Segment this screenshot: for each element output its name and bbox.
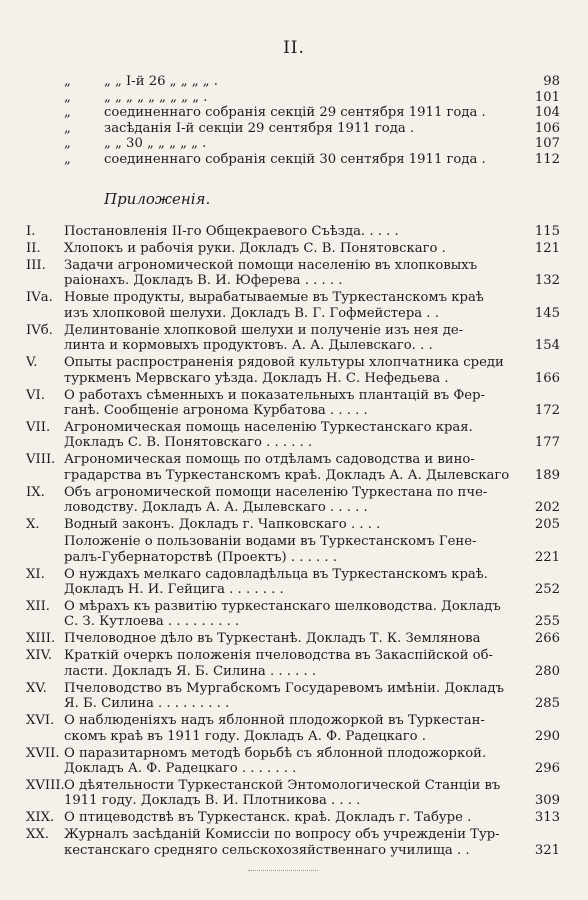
entry-title-line: Докладъ Н. И. Гейцига . . . . . . .: [64, 581, 284, 597]
contents-row: [0, 74, 588, 90]
entry-title-line: изъ хлопковой шелухи. Докладъ В. Г. Гофмейстера . .: [64, 305, 439, 321]
entry-number: IX.: [26, 484, 45, 500]
entry-title-line: Пчеловодное дѣло въ Туркестанѣ. Докладъ Т. К. Землянова: [64, 631, 481, 647]
contents-row: [0, 105, 588, 121]
entry-title-line: ласти. Докладъ Я. Б. Силина . . . . . .: [64, 663, 317, 679]
ditto-mark: „: [64, 136, 71, 151]
contents-row: [0, 152, 588, 168]
entry-number: XII.: [26, 599, 50, 614]
entry-title-line: туркменъ Мервскаго уѣзда. Докладъ Н. С. Нефедьева .: [64, 370, 449, 386]
page-ref: 280: [534, 663, 560, 679]
entry-number: XVIII.: [26, 778, 65, 793]
entry-title-line: Докладъ А. Ф. Радецкаго . . . . . . .: [64, 760, 297, 776]
page-ref: 172: [534, 402, 560, 418]
entry-number: XVI.: [26, 713, 55, 729]
entry-title-line: Агрономическая помощь населенію Туркестанскаго края.: [64, 420, 473, 435]
entry-title-line: Агрономическая помощь по отдѣламъ садоводства и вино-: [64, 452, 475, 468]
entry-title-line: Краткій очеркъ положенія пчеловодства въ Закаспійской об-: [64, 648, 494, 664]
page-ref: 313: [534, 810, 560, 826]
entry-number: XVII.: [26, 745, 60, 761]
page-ref: 255: [534, 614, 560, 630]
entry-title-line: Задачи агрономической помощи населенію въ хлопковыхъ: [64, 258, 478, 273]
entry-title-line: Положеніе о пользованіи водами въ Туркестанскомъ Гене-: [64, 534, 477, 550]
contents-row: [0, 121, 588, 137]
page-ref: 266: [534, 631, 560, 647]
page-ref: 166: [534, 370, 560, 386]
page-ref: 290: [534, 728, 560, 744]
entry-number: VII.: [26, 420, 51, 435]
entry-number: V.: [26, 355, 38, 371]
entry-number: IVа.: [26, 290, 53, 306]
entry-number: XIV.: [26, 648, 53, 664]
entry-title-line: скомъ краѣ въ 1911 году. Докладъ А. Ф. Радецкаго .: [64, 728, 426, 744]
entry-title-line: О работахъ сѣменныхъ и показательныхъ плантацій въ Фер-: [64, 387, 486, 403]
entry-title-line: Новые продукты, вырабатываемые въ Туркестанскомъ краѣ: [64, 290, 484, 306]
entry-title-line: раіонахъ. Докладъ В. И. Юферева . . . . .: [64, 273, 343, 289]
entry-title-line: Объ агрономической помощи населенію Туркестана по пче-: [64, 484, 488, 500]
ditto-mark: „: [64, 120, 71, 136]
page-ref: 252: [534, 581, 560, 597]
contents-row-text: засѣданія I-й секціи 29 сентября 1911 года .: [104, 120, 415, 136]
entry-number: XIX.: [26, 810, 55, 826]
entry-title-line: линта и кормовыхъ продуктовъ. А. А. Дылевскаго. . .: [64, 338, 433, 354]
page-ref: 154: [534, 338, 560, 354]
page-ref: 321: [534, 842, 560, 858]
page-ref: 296: [534, 760, 560, 776]
entry-title-line: Пчеловодство въ Мургабскомъ Государевомъ имѣніи. Докладъ: [64, 680, 504, 696]
page-ref: 285: [534, 696, 560, 712]
entry-title-line: Опыты распространенія рядовой культуры хлопчатника среди: [64, 355, 504, 371]
entry-title-line: кестанскаго средняго сельскохозяйственнаго училища . .: [64, 842, 470, 858]
page-number: II.: [283, 38, 305, 58]
entry-title-line: 1911 году. Докладъ В. И. Плотникова . . . .: [64, 793, 361, 809]
page-ref: 202: [534, 500, 560, 516]
ditto-mark: „: [64, 89, 71, 105]
entry-title-line: Хлопокъ и рабочія руки. Докладъ С. В. Понятовскаго .: [64, 241, 446, 256]
entry-number: XV.: [26, 680, 47, 696]
entry-number: XI.: [26, 566, 45, 582]
page-ref: 98: [543, 74, 560, 89]
page-ref: 309: [534, 793, 560, 809]
page-ref: 115: [534, 224, 560, 239]
entry-title-line: О наблюденіяхъ надъ яблонной плодожоркой въ Туркестан-: [64, 713, 485, 729]
entry-title-line: ловодству. Докладъ А. А. Дылевскаго . . . . .: [64, 500, 368, 516]
decorative-rule: [248, 870, 318, 872]
entry-title-line: О паразитарномъ методѣ борьбѣ съ яблонной плодожоркой.: [64, 745, 487, 761]
contents-row-text: „ „ I-й 26 „ „ „ „ .: [104, 74, 218, 89]
appendix-heading: Приложенія.: [104, 190, 211, 208]
entry-title-line: ралъ-Губернаторствѣ (Проектъ) . . . . . .: [64, 549, 337, 565]
contents-row-text: „ „ 30 „ „ „ „ „ .: [104, 136, 207, 151]
ditto-mark: „: [64, 151, 71, 167]
contents-row-text: „ „ „ „ „ „ „ „ „ .: [104, 89, 208, 105]
page-ref: 121: [534, 241, 560, 256]
entry-title-line: О дѣятельности Туркестанской Энтомологической Станціи въ: [64, 778, 501, 793]
entry-number: VIII.: [26, 452, 56, 468]
entry-title-line: С. З. Кутлоева . . . . . . . . .: [64, 614, 240, 630]
entry-number: VI.: [26, 387, 45, 403]
page-ref: 205: [534, 517, 560, 533]
contents-row: [0, 136, 588, 152]
entry-number: IVб.: [26, 322, 53, 338]
page-ref: 177: [534, 435, 560, 451]
page-ref: 104: [534, 105, 560, 120]
page-ref: 145: [534, 305, 560, 321]
entry-title-line: Делинтованіе хлопковой шелухи и полученіе изъ нея де-: [64, 322, 464, 338]
entry-number: II.: [26, 241, 41, 256]
entry-number: I.: [26, 224, 36, 239]
entry-number: X.: [26, 517, 40, 533]
entry-title-line: Журналъ засѣданій Комиссіи по вопросу объ учрежденіи Тур-: [64, 827, 500, 843]
ditto-mark: „: [64, 105, 71, 120]
entry-title-line: Докладъ С. В. Понятовскаго . . . . . .: [64, 435, 313, 451]
page-ref: 112: [534, 151, 560, 167]
page-ref: 132: [534, 273, 560, 289]
entry-title-line: О нуждахъ мелкаго садовладѣльца въ Туркестанскомъ краѣ.: [64, 566, 488, 582]
entry-title-line: О птицеводствѣ въ Туркестанск. краѣ. Докладъ г. Табуре .: [64, 810, 472, 826]
entry-title-line: ганѣ. Сообщеніе агронома Курбатова . . . . .: [64, 402, 368, 418]
entry-number: III.: [26, 258, 46, 273]
contents-row-text: соединеннаго собранія секцій 30 сентября 1911 года .: [104, 151, 486, 167]
entry-title-line: градарства въ Туркестанскомъ краѣ. Докладъ А. А. Дылевскаго: [64, 467, 510, 483]
entry-title-line: Я. Б. Силина . . . . . . . . .: [64, 696, 230, 712]
page-ref: 101: [534, 89, 560, 105]
page-ref: 107: [534, 136, 560, 151]
page-ref: 106: [534, 120, 560, 136]
ditto-mark: „: [64, 74, 71, 89]
contents-row-text: соединеннаго собранія секцій 29 сентября 1911 года .: [104, 105, 486, 120]
entry-number: XIII.: [26, 631, 56, 647]
page-ref: 189: [534, 467, 560, 483]
entry-title-line: Водный законъ. Докладъ г. Чапковскаго . . . .: [64, 517, 381, 533]
contents-row: [0, 90, 588, 106]
entry-title-line: О мѣрахъ къ развитію туркестанскаго шелководства. Докладъ: [64, 599, 501, 614]
entry-title-line: Постановленія II-го Общекраевого Съѣзда. . . . .: [64, 224, 399, 239]
page-ref: 221: [534, 549, 560, 565]
entry-number: XX.: [26, 827, 49, 843]
